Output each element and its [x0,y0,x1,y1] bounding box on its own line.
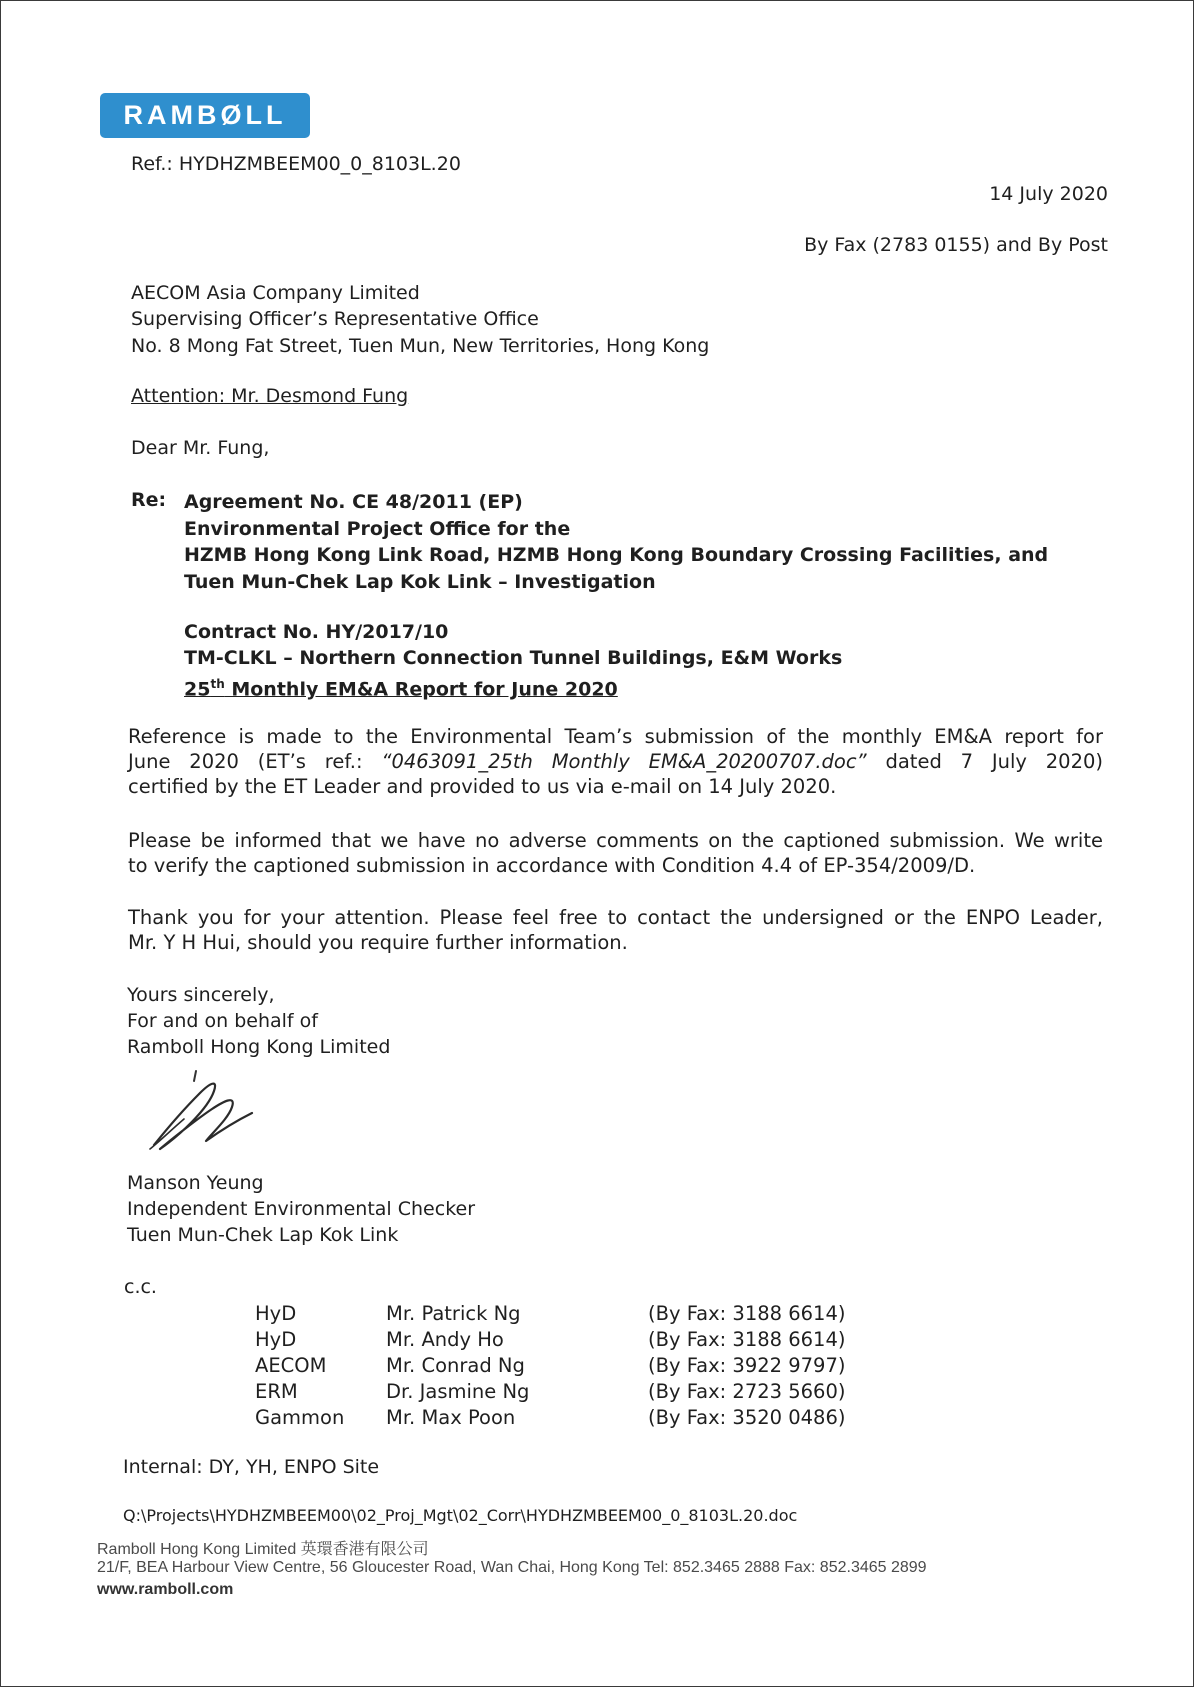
cc-row [255,1380,875,1406]
paragraph-1-line-3: certified by the ET Leader and provided to us via e-mail on 14 July 2020. [128,775,837,798]
closing-block [127,982,390,1060]
paragraph-1-line-2: June 2020 (ET’s ref.: “0463091_25th Monthly EM&A_20200707.doc” dated 7 July 2020) [128,750,1103,773]
cc-person: Mr. Andy Ho [386,1328,504,1351]
cc-row [255,1328,875,1354]
signatory-name: Manson Yeung [127,1172,264,1194]
paragraph-2-line-2: to verify the captioned submission in accordance with Condition 4.4 of EP-354/2009/D. [128,854,976,877]
cc-fax: (By Fax: 2723 5660) [648,1380,846,1403]
salutation: Dear Mr. Fung, [131,437,270,459]
internal-distribution: Internal: DY, YH, ENPO Site [123,1456,380,1478]
file-path: Q:\Projects\HYDHZMBEEM00\02_Proj_Mgt\02_Corr\HYDHZMBEEM00_0_8103L.20.doc [123,1506,798,1525]
cc-row [255,1354,875,1380]
closing-line-1: Yours sincerely, [127,984,275,1006]
signature-image [140,1065,280,1155]
footer-address: 21/F, BEA Harbour View Centre, 56 Gloucester Road, Wan Chai, Hong Kong Tel: 852.3465 2888 Fax: 852.3465 2899 [97,1559,927,1576]
cc-fax: (By Fax: 3188 6614) [648,1328,846,1351]
paragraph-1-line-1: Reference is made to the Environmental Team’s submission of the monthly EM&A report for [128,725,1103,748]
recipient-address: No. 8 Mong Fat Street, Tuen Mun, New Territories, Hong Kong [131,335,710,357]
cc-person: Mr. Max Poon [386,1406,516,1429]
contract-block [184,619,842,702]
contract-number: Contract No. HY/2017/10 [184,621,449,643]
cc-person: Mr. Patrick Ng [386,1302,521,1325]
re-line-4: Tuen Mun-Chek Lap Kok Link – Investigation [184,570,656,593]
cc-org: HyD [255,1328,297,1351]
recipient-office: Supervising Officer’s Representative Office [131,308,539,330]
re-subject [184,489,1048,595]
cc-org: AECOM [255,1354,327,1377]
cc-fax: (By Fax: 3520 0486) [648,1406,846,1429]
reference-number: Ref.: HYDHZMBEEM00_0_8103L.20 [131,153,461,175]
cc-row [255,1406,875,1432]
recipient-company: AECOM Asia Company Limited [131,282,420,304]
report-ordinal: th [210,677,225,691]
report-title-rest: Monthly EM&A Report for June 2020 [224,678,618,701]
signatory-title: Independent Environmental Checker [127,1198,476,1220]
cc-org: ERM [255,1380,298,1403]
re-line-2: Environmental Project Office for the [184,517,571,540]
paragraph-3-line-2: Mr. Y H Hui, should you require further information. [128,931,628,954]
cc-person: Dr. Jasmine Ng [386,1380,530,1403]
signatory-block [127,1170,475,1248]
paragraph-3 [128,905,1103,955]
paragraph-1 [128,724,1103,799]
et-report-reference: “0463091_25th Monthly EM&A_20200707.doc” [381,750,867,773]
paragraph-2-line-1: Please be informed that we have no adverse comments on the captioned submission. We write [128,829,1103,852]
report-title [184,671,842,702]
closing-line-2: For and on behalf of [127,1010,318,1032]
footer-company: Ramboll Hong Kong Limited 英環香港有限公司 [97,1541,429,1558]
letter-date: 14 July 2020 [989,183,1108,205]
re-label: Re: [131,489,167,511]
signatory-project: Tuen Mun-Chek Lap Kok Link [127,1224,399,1246]
attention-line: Attention: Mr. Desmond Fung [131,385,409,407]
ramboll-logo: RAMBØLL [100,93,310,138]
cc-fax: (By Fax: 3188 6614) [648,1302,846,1325]
paragraph-2 [128,828,1103,878]
cc-org: Gammon [255,1406,345,1429]
cc-row [255,1302,875,1328]
paragraph-3-line-1: Thank you for your attention. Please feel free to contact the undersigned or the ENPO Leader, [128,906,1103,929]
cc-person: Mr. Conrad Ng [386,1354,525,1377]
cc-fax: (By Fax: 3922 9797) [648,1354,846,1377]
cc-label: c.c. [124,1276,157,1298]
re-line-1: Agreement No. CE 48/2011 (EP) [184,491,523,513]
footer-website: www.ramboll.com [97,1581,234,1598]
closing-line-3: Ramboll Hong Kong Limited [127,1036,391,1058]
delivery-method: By Fax (2783 0155) and By Post [804,234,1108,256]
project-title: TM-CLKL – Northern Connection Tunnel Buildings, E&M Works [184,647,843,669]
report-number: 25 [184,678,211,701]
cc-org: HyD [255,1302,297,1325]
re-line-3: HZMB Hong Kong Link Road, HZMB Hong Kong Boundary Crossing Facilities, and [184,544,1049,566]
